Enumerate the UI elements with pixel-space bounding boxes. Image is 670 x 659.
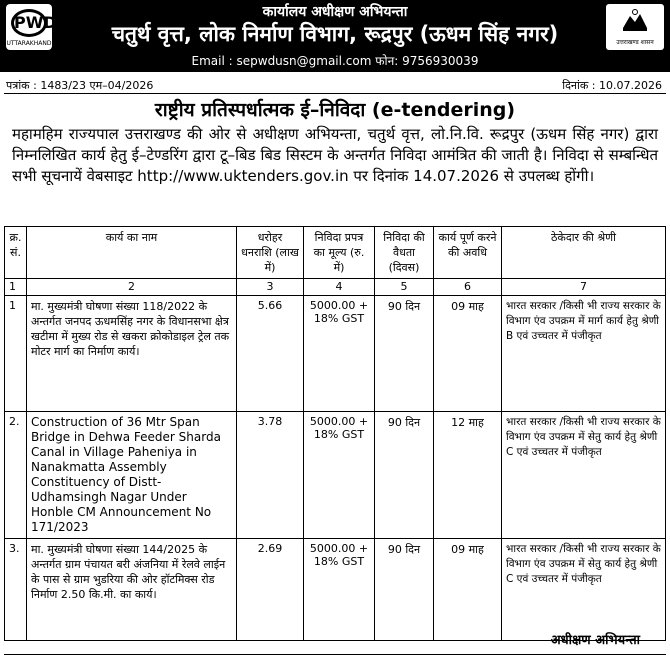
pwd-logo-mark: PWD: [11, 9, 47, 37]
serial-number: 1: [5, 296, 27, 412]
validity: 90 दिन: [375, 539, 434, 641]
letterhead: [0, 0, 670, 72]
work-name: मा. मुख्यमंत्री घोषणा संख्या 118/2022 के अन्तर्गत जनपद ऊधमसिंह नगर के विधानसभा क्षेत्र खटीमा में मुख्य रोड से खकरा क्रोकोडाइल ट्रेल तक मोटर मार्ग का निर्माण कार्य।: [27, 296, 237, 412]
table-row: [5, 412, 666, 539]
column-number: 5: [375, 279, 434, 296]
state-emblem-icon: [621, 8, 649, 32]
header-deposit: धरोहर धनराशि (लाख में): [237, 227, 304, 279]
column-number: 7: [502, 279, 666, 296]
completion-period: 09 माह: [434, 296, 502, 412]
department-name: चतुर्थ वृत्त, लोक निर्माण विभाग, रूद्रपुर (ऊधम सिंह नगर): [111, 22, 559, 46]
column-number-row: [5, 279, 666, 296]
pwd-logo-caption: UTTARAKHAND: [6, 40, 52, 47]
column-number: 6: [434, 279, 502, 296]
column-number: 2: [27, 279, 237, 296]
header-validity: निविदा की वैधता (दिवस): [375, 227, 434, 279]
header-completion-period: कार्य पूर्ण करने की अवधि: [434, 227, 502, 279]
header-work-name: कार्य का नाम: [27, 227, 237, 279]
letter-number: पत्रांक : 1483/23 एम–04/2026: [6, 79, 154, 92]
validity: 90 दिन: [375, 296, 434, 412]
contact-line: Email : sepwdusn@gmail.com फोन: 9756930039: [191, 54, 479, 68]
work-name: Construction of 36 Mtr Span Bridge in Dehwa Feeder Sharda Canal in Village Paheniya in Nanakmatta Assembly Constituency of Distt-Udhamsingh Nagar Under Honble CM Announcement No 171/2023: [27, 412, 237, 539]
column-number: 1: [5, 279, 27, 296]
letter-date: दिनांक : 10.07.2026: [562, 79, 662, 92]
header-serial: क्र. सं.: [5, 227, 27, 279]
form-fee: 5000.00 + 18% GST: [304, 539, 375, 641]
deposit-amount: 5.66: [237, 296, 304, 412]
state-emblem-caption: उत्तराखण्ड शासन: [616, 39, 654, 46]
header-contractor-category: ठेकेदार की श्रेणी: [502, 227, 666, 279]
deposit-amount: 3.78: [237, 412, 304, 539]
notice-intro: महामहिम राज्यपाल उत्तराखण्ड की ओर से अधीक्षण अभियन्ता, चतुर्थ वृत्त, लो.नि.वि. रूद्रपुर (ऊधम सिंह नगर) द्वारा निम्नलिखित कार्य हेतु ई–टेण्डरिंग द्वारा टू–बिड बिड सिस्टम के अन्तर्गत निविदा आमंत्रित की जाती है। निविदा से सम्बन्धित सभी सूचनायें वेबसाइट http://www.uktenders.gov.in पर दिनांक 14.07.2026 से उपलब्ध होंगी।: [12, 125, 658, 185]
completion-period: 12 माह: [434, 412, 502, 539]
form-fee: 5000.00 + 18% GST: [304, 296, 375, 412]
reference-row: [0, 78, 670, 94]
form-fee: 5000.00 + 18% GST: [304, 412, 375, 539]
office-name: कार्यालय अधीक्षण अभियन्ता: [262, 4, 408, 20]
column-number: 3: [237, 279, 304, 296]
validity: 90 दिन: [375, 412, 434, 539]
column-number: 4: [304, 279, 375, 296]
deposit-amount: 2.69: [237, 539, 304, 641]
header-form-fee: निविदा प्रपत्र का मूल्य (रु. में): [304, 227, 375, 279]
signatory: अधीक्षण अभियन्ता: [550, 633, 640, 648]
contractor-category: भारत सरकार /किसी भी राज्य सरकार के विभाग एंव उपक्रम में सेतु कार्य हेतु श्रेणी C एवं उच्चतर में पंजीकृत: [502, 412, 666, 539]
contractor-category: भारत सरकार /किसी भी राज्य सरकार के विभाग एंव उपक्रम में मार्ग कार्य हेतु श्रेणी B एवं उच्चतर में पंजीकृत: [502, 296, 666, 412]
table-header-row: [5, 227, 666, 279]
divider: [4, 93, 666, 94]
notice-title: राष्ट्रीय प्रतिस्पर्धात्मक ई–निविदा (e-tendering): [154, 99, 516, 121]
state-emblem: [606, 4, 664, 50]
serial-number: 2.: [5, 412, 27, 539]
contractor-category: भारत सरकार /किसी भी राज्य सरकार के विभाग एंव उपक्रम में सेतु कार्य हेतु श्रेणी C एवं उच्चतर में पंजीकृत: [502, 539, 666, 641]
serial-number: 3.: [5, 539, 27, 641]
divider: [4, 654, 666, 655]
table-row: [5, 539, 666, 641]
work-name: मा. मुख्यमंत्री घोषणा संख्या 144/2025 के अन्तर्गत ग्राम पंचायत बरी अंजनिया में रेलवे लाईन के पास से ग्राम भुडरिया की ओर हॉटमिक्स रोड निर्माण 2.50 कि.मी. का कार्य।: [27, 539, 237, 641]
completion-period: 09 माह: [434, 539, 502, 641]
tender-table: [4, 226, 666, 641]
table-row: [5, 296, 666, 412]
